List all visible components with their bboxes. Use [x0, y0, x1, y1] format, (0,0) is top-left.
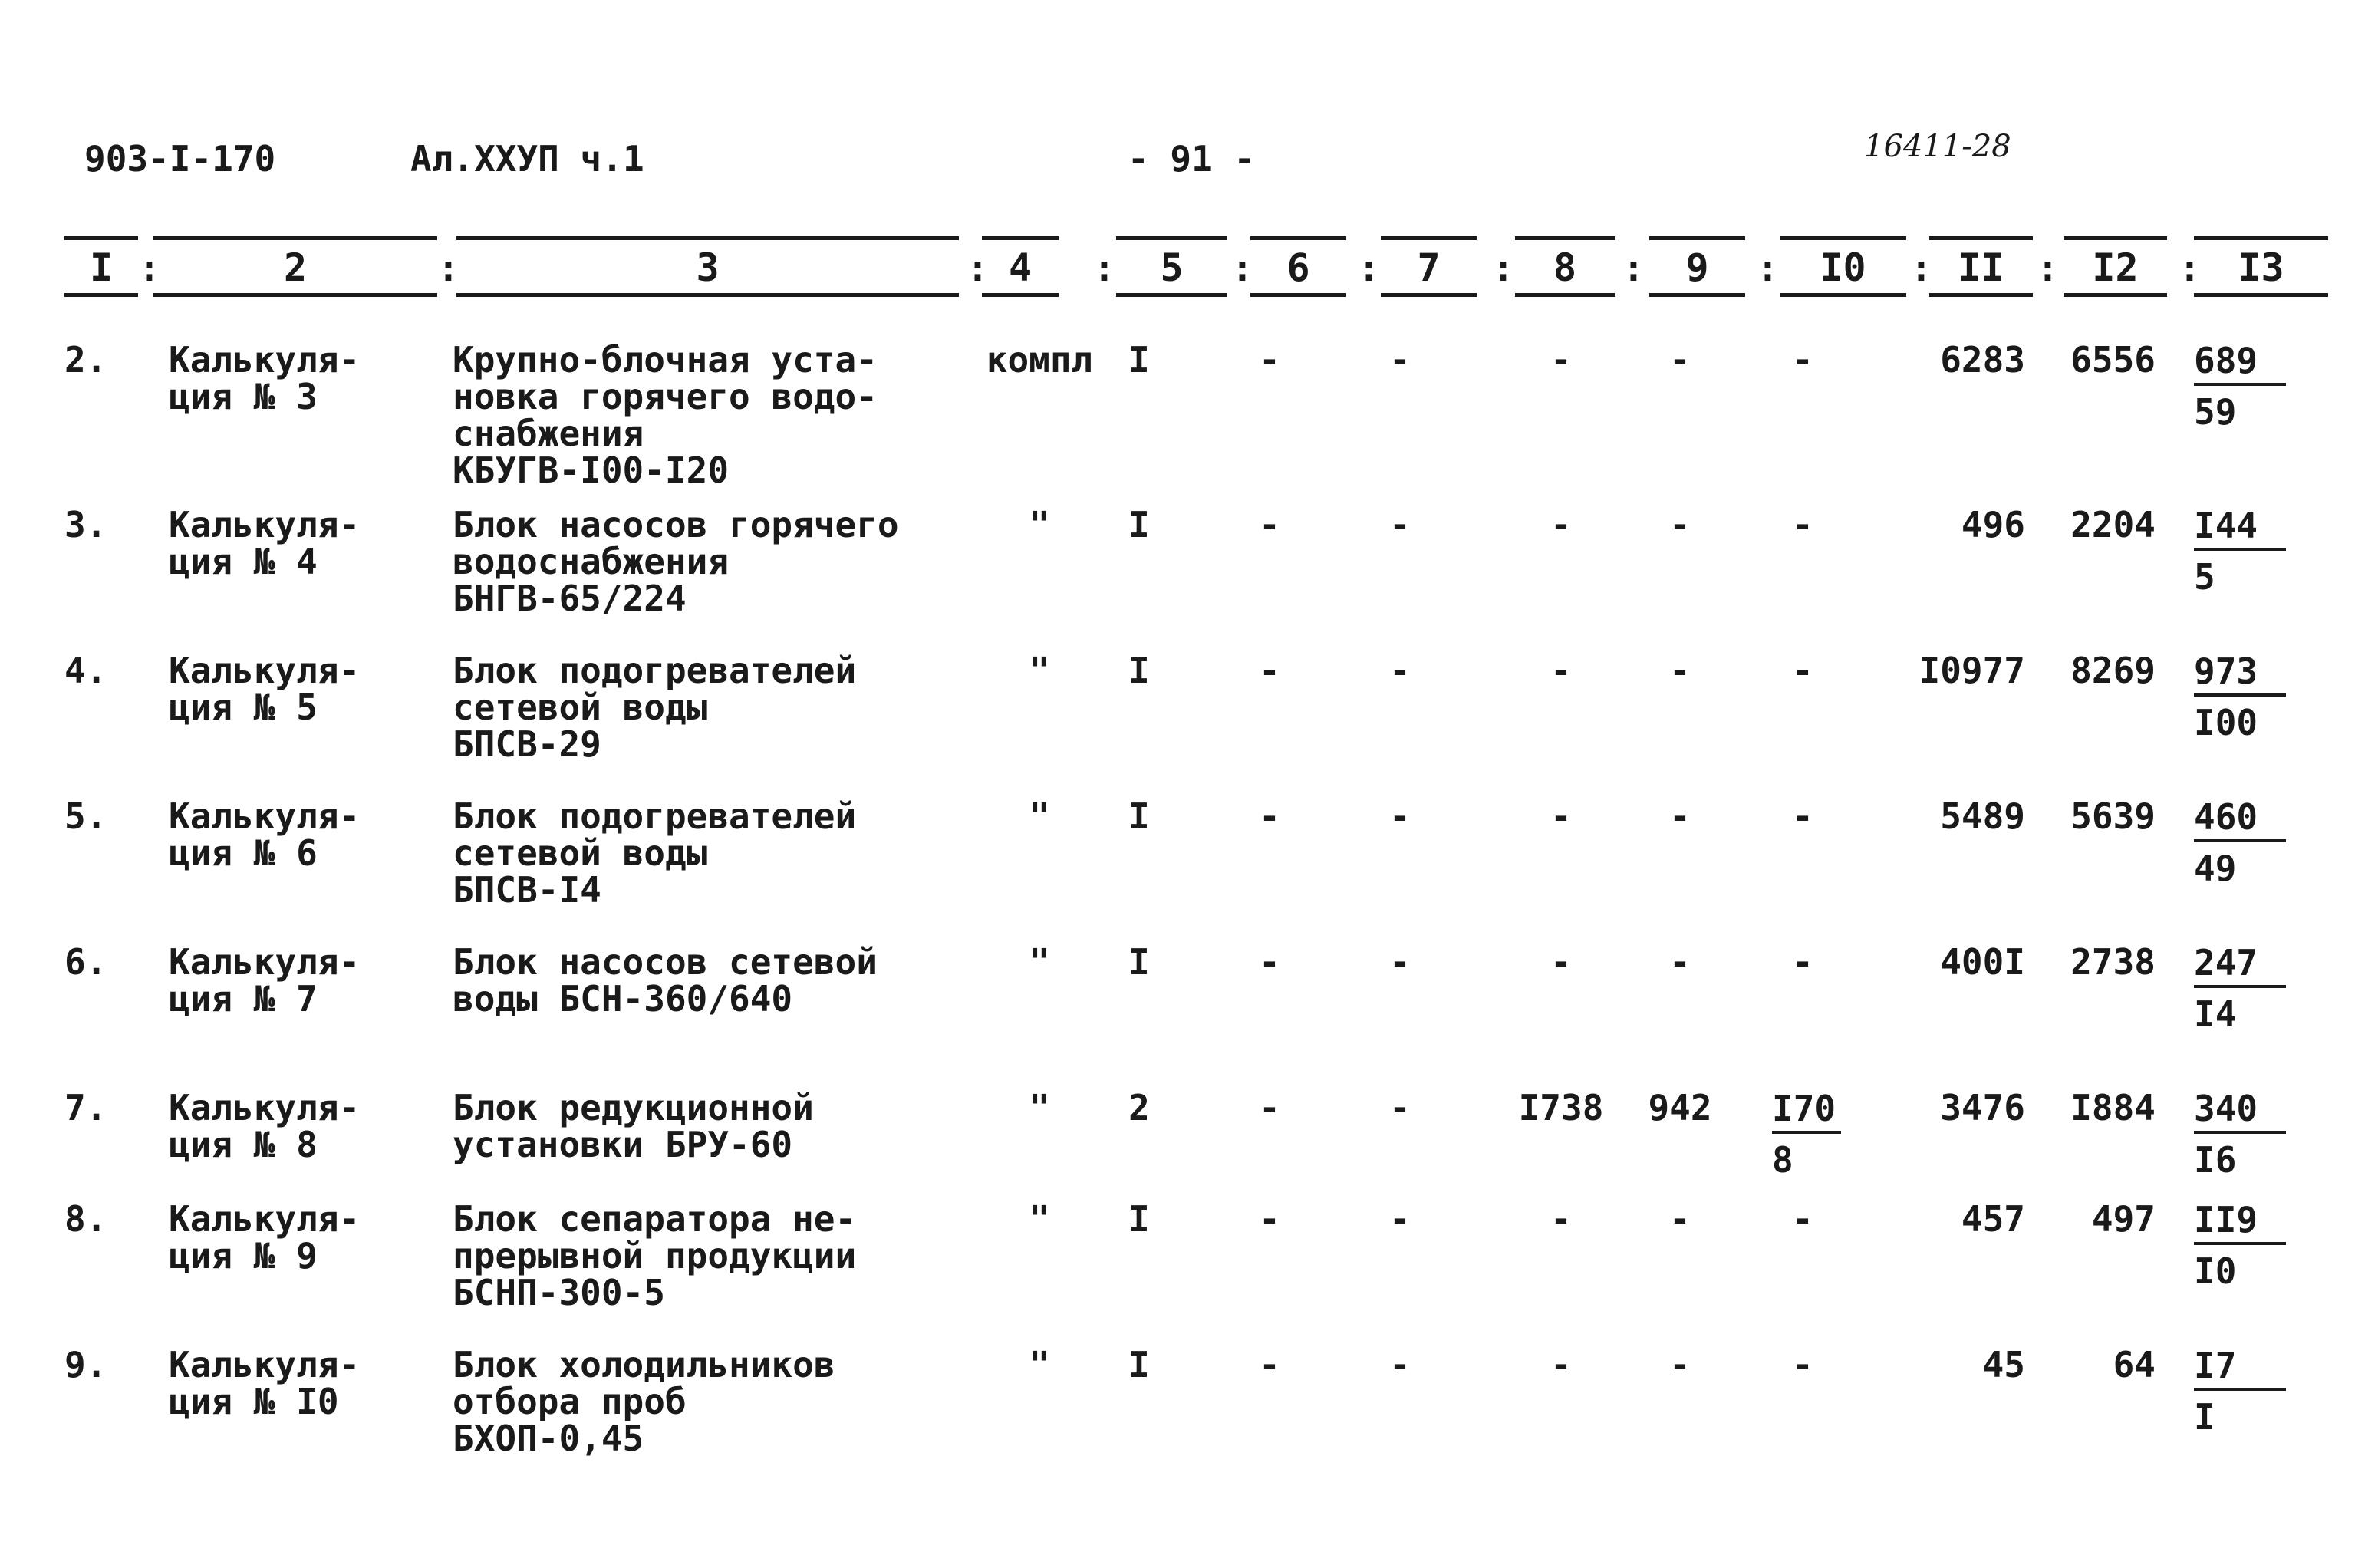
column-rule-bottom	[153, 293, 437, 297]
column-separator: :	[2037, 247, 2059, 290]
column-number: I	[89, 245, 114, 290]
col8-cell: -	[1550, 650, 1572, 691]
col13-fraction-numerator: 973	[2194, 652, 2286, 697]
row-number: 5.	[64, 796, 107, 837]
col7-cell: -	[1389, 941, 1411, 983]
col8-cell: I738	[1518, 1087, 1604, 1128]
col12-cell: 5639	[2070, 796, 2156, 837]
column-number: 5	[1160, 245, 1184, 290]
row-number: 4.	[64, 650, 107, 691]
column-rule-top	[153, 236, 437, 240]
column-number: I3	[2238, 245, 2284, 290]
column-number: 8	[1553, 245, 1577, 290]
column-separator: :	[1093, 247, 1115, 290]
inventory-number: 16411-28	[1864, 129, 2011, 164]
col13-fraction-denominator: I6	[2194, 1139, 2237, 1181]
quantity-cell: I	[1128, 941, 1150, 983]
col13-fraction-denominator: I00	[2194, 702, 2258, 743]
column-rule-bottom	[2194, 293, 2328, 297]
column-rule-bottom	[1649, 293, 1745, 297]
col9-cell: -	[1669, 796, 1691, 837]
basis-cell: Калькуля- ция № I0	[169, 1344, 361, 1422]
col13-fraction-numerator: 340	[2194, 1089, 2286, 1134]
col7-cell: -	[1389, 796, 1411, 837]
row-number: 7.	[64, 1087, 107, 1128]
row-number: 2.	[64, 339, 107, 380]
col13-fraction	[2194, 1089, 2286, 1181]
col10-cell: -	[1792, 339, 1813, 380]
col13-fraction	[2194, 652, 2286, 744]
column-rule-bottom	[2064, 293, 2167, 297]
column-separator: :	[2179, 247, 2201, 290]
column-number: 2	[283, 245, 308, 290]
column-separator: :	[437, 247, 459, 290]
column-number: 4	[1008, 245, 1033, 290]
quantity-cell: I	[1128, 339, 1150, 380]
column-separator: :	[1757, 247, 1779, 290]
col9-cell: -	[1669, 1344, 1691, 1385]
album-reference: Ал.XXУП ч.1	[410, 138, 644, 180]
column-separator: :	[138, 247, 160, 290]
row-number: 8.	[64, 1198, 107, 1240]
col10-cell: -	[1792, 504, 1813, 545]
col12-cell: 2204	[2070, 504, 2156, 545]
col12-cell: I884	[2070, 1087, 2156, 1128]
col10-cell: -	[1792, 650, 1813, 691]
col6-cell: -	[1259, 650, 1280, 691]
unit-cell: компл	[986, 339, 1093, 380]
column-rule-bottom	[1116, 293, 1227, 297]
column-rule-top	[1250, 236, 1346, 240]
column-rule-top	[1649, 236, 1745, 240]
item-name-cell: Блок насосов горячего водоснабжения БНГВ-65/224	[453, 504, 899, 619]
col6-cell: -	[1259, 796, 1280, 837]
col9-cell: -	[1669, 339, 1691, 380]
col12-cell: 6556	[2070, 339, 2156, 380]
basis-cell: Калькуля- ция № 8	[169, 1087, 361, 1165]
col13-fraction	[2194, 798, 2286, 890]
col8-cell: -	[1550, 1344, 1572, 1385]
column-separator: :	[1231, 247, 1253, 290]
column-rule-bottom	[1780, 293, 1906, 297]
col7-cell: -	[1389, 339, 1411, 380]
col8-cell: -	[1550, 504, 1572, 545]
column-rule-top	[456, 236, 959, 240]
basis-cell: Калькуля- ция № 9	[169, 1198, 361, 1276]
page-header	[0, 123, 2355, 192]
item-name-cell: Крупно-блочная уста- новка горячего водо- снабжения КБУГВ-I00-I20	[453, 339, 878, 491]
column-rule-top	[1929, 236, 2033, 240]
quantity-cell: I	[1128, 650, 1150, 691]
col9-cell: -	[1669, 650, 1691, 691]
basis-cell: Калькуля- ция № 7	[169, 941, 361, 1020]
column-separator: :	[1358, 247, 1380, 290]
column-number: 9	[1685, 245, 1709, 290]
col11-cell: 5489	[1940, 796, 2025, 837]
basis-cell: Калькуля- ция № 4	[169, 504, 361, 582]
column-rule-bottom	[982, 293, 1059, 297]
item-name-cell: Блок сепаратора не- прерывной продукции БСНП-300-5	[453, 1198, 857, 1313]
col13-fraction-denominator: I4	[2194, 993, 2237, 1035]
item-name-cell: Блок подогревателей сетевой воды БПСВ-29	[453, 650, 857, 765]
quantity-cell: 2	[1128, 1087, 1150, 1128]
unit-cell: "	[1029, 941, 1050, 983]
unit-cell: "	[1029, 1087, 1050, 1128]
column-separator: :	[1910, 247, 1932, 290]
col10-cell: -	[1792, 1344, 1813, 1385]
col13-fraction	[2194, 506, 2286, 598]
col13-fraction-numerator: 689	[2194, 341, 2286, 386]
col11-cell: 457	[1961, 1198, 2025, 1240]
column-number: 3	[696, 245, 720, 290]
quantity-cell: I	[1128, 1344, 1150, 1385]
col7-cell: -	[1389, 1344, 1411, 1385]
unit-cell: "	[1029, 1198, 1050, 1240]
col13-fraction-denominator: I0	[2194, 1250, 2237, 1292]
col7-cell: -	[1389, 1198, 1411, 1240]
column-rule-bottom	[1250, 293, 1346, 297]
col8-cell: -	[1550, 796, 1572, 837]
col11-cell: 400I	[1940, 941, 2025, 983]
col10-fraction-numerator: I70	[1772, 1089, 1841, 1134]
item-name-cell: Блок редукционной установки БРУ-60	[453, 1087, 814, 1165]
column-header-row	[0, 230, 2355, 307]
col10-fraction-denominator: 8	[1772, 1139, 1793, 1181]
row-number: 9.	[64, 1344, 107, 1385]
column-rule-top	[2194, 236, 2328, 240]
col13-fraction	[2194, 1346, 2286, 1438]
col11-cell: I0977	[1919, 650, 2025, 691]
col11-cell: 496	[1961, 504, 2025, 545]
column-rule-bottom	[1929, 293, 2033, 297]
column-separator: :	[967, 247, 989, 290]
col12-cell: 497	[2091, 1198, 2156, 1240]
col6-cell: -	[1259, 339, 1280, 380]
col7-cell: -	[1389, 650, 1411, 691]
column-rule-top	[64, 236, 138, 240]
column-number: II	[1958, 245, 2004, 290]
basis-cell: Калькуля- ция № 5	[169, 650, 361, 728]
column-number: I0	[1820, 245, 1866, 290]
column-separator: :	[1622, 247, 1645, 290]
quantity-cell: I	[1128, 1198, 1150, 1240]
quantity-cell: I	[1128, 504, 1150, 545]
col13-fraction-denominator: 5	[2194, 556, 2215, 598]
column-rule-bottom	[456, 293, 959, 297]
col12-cell: 8269	[2070, 650, 2156, 691]
col10-cell: -	[1792, 796, 1813, 837]
col6-cell: -	[1259, 941, 1280, 983]
col13-fraction-denominator: 59	[2194, 391, 2237, 433]
col6-cell: -	[1259, 1344, 1280, 1385]
col8-cell: -	[1550, 1198, 1572, 1240]
unit-cell: "	[1029, 650, 1050, 691]
col12-cell: 64	[2113, 1344, 2156, 1385]
col13-fraction-numerator: 247	[2194, 944, 2286, 988]
col12-cell: 2738	[2070, 941, 2156, 983]
col13-fraction	[2194, 341, 2286, 433]
unit-cell: "	[1029, 504, 1050, 545]
column-rule-bottom	[1515, 293, 1615, 297]
col8-cell: -	[1550, 941, 1572, 983]
col6-cell: -	[1259, 504, 1280, 545]
col9-cell: 942	[1648, 1087, 1712, 1128]
col13-fraction-numerator: I44	[2194, 506, 2286, 551]
column-separator: :	[1492, 247, 1514, 290]
column-rule-bottom	[64, 293, 138, 297]
column-number: I2	[2092, 245, 2139, 290]
col7-cell: -	[1389, 1087, 1411, 1128]
col10-cell: -	[1792, 1198, 1813, 1240]
item-name-cell: Блок насосов сетевой воды БСН-360/640	[453, 941, 878, 1020]
basis-cell: Калькуля- ция № 6	[169, 796, 361, 874]
col10-cell: -	[1792, 941, 1813, 983]
col13-fraction-numerator: II9	[2194, 1201, 2286, 1245]
unit-cell: "	[1029, 796, 1050, 837]
column-rule-top	[1381, 236, 1477, 240]
page-number: - 91 -	[1128, 138, 1256, 180]
col13-fraction	[2194, 1201, 2286, 1293]
column-rule-top	[1780, 236, 1906, 240]
document-code: 903-I-170	[84, 138, 276, 180]
col9-cell: -	[1669, 1198, 1691, 1240]
column-number: 6	[1286, 245, 1310, 290]
col11-cell: 3476	[1940, 1087, 2025, 1128]
col13-fraction-denominator: I	[2194, 1396, 2215, 1438]
basis-cell: Калькуля- ция № 3	[169, 339, 361, 417]
col9-cell: -	[1669, 504, 1691, 545]
item-name-cell: Блок подогревателей сетевой воды БПСВ-I4	[453, 796, 857, 911]
col9-cell: -	[1669, 941, 1691, 983]
unit-cell: "	[1029, 1344, 1050, 1385]
quantity-cell: I	[1128, 796, 1150, 837]
col8-cell: -	[1550, 339, 1572, 380]
col10-fraction	[1772, 1089, 1841, 1181]
col7-cell: -	[1389, 504, 1411, 545]
col11-cell: 45	[1982, 1344, 2025, 1385]
col13-fraction-numerator: I7	[2194, 1346, 2286, 1391]
column-number: 7	[1417, 245, 1441, 290]
col6-cell: -	[1259, 1198, 1280, 1240]
col13-fraction-numerator: 460	[2194, 798, 2286, 842]
item-name-cell: Блок холодильников отбора проб БХОП-0,45	[453, 1344, 835, 1459]
column-rule-top	[2064, 236, 2167, 240]
col11-cell: 6283	[1940, 339, 2025, 380]
column-rule-top	[1515, 236, 1615, 240]
col13-fraction-denominator: 49	[2194, 848, 2237, 889]
col6-cell: -	[1259, 1087, 1280, 1128]
row-number: 3.	[64, 504, 107, 545]
column-rule-top	[1116, 236, 1227, 240]
column-rule-bottom	[1381, 293, 1477, 297]
column-rule-top	[982, 236, 1059, 240]
col13-fraction	[2194, 944, 2286, 1036]
row-number: 6.	[64, 941, 107, 983]
